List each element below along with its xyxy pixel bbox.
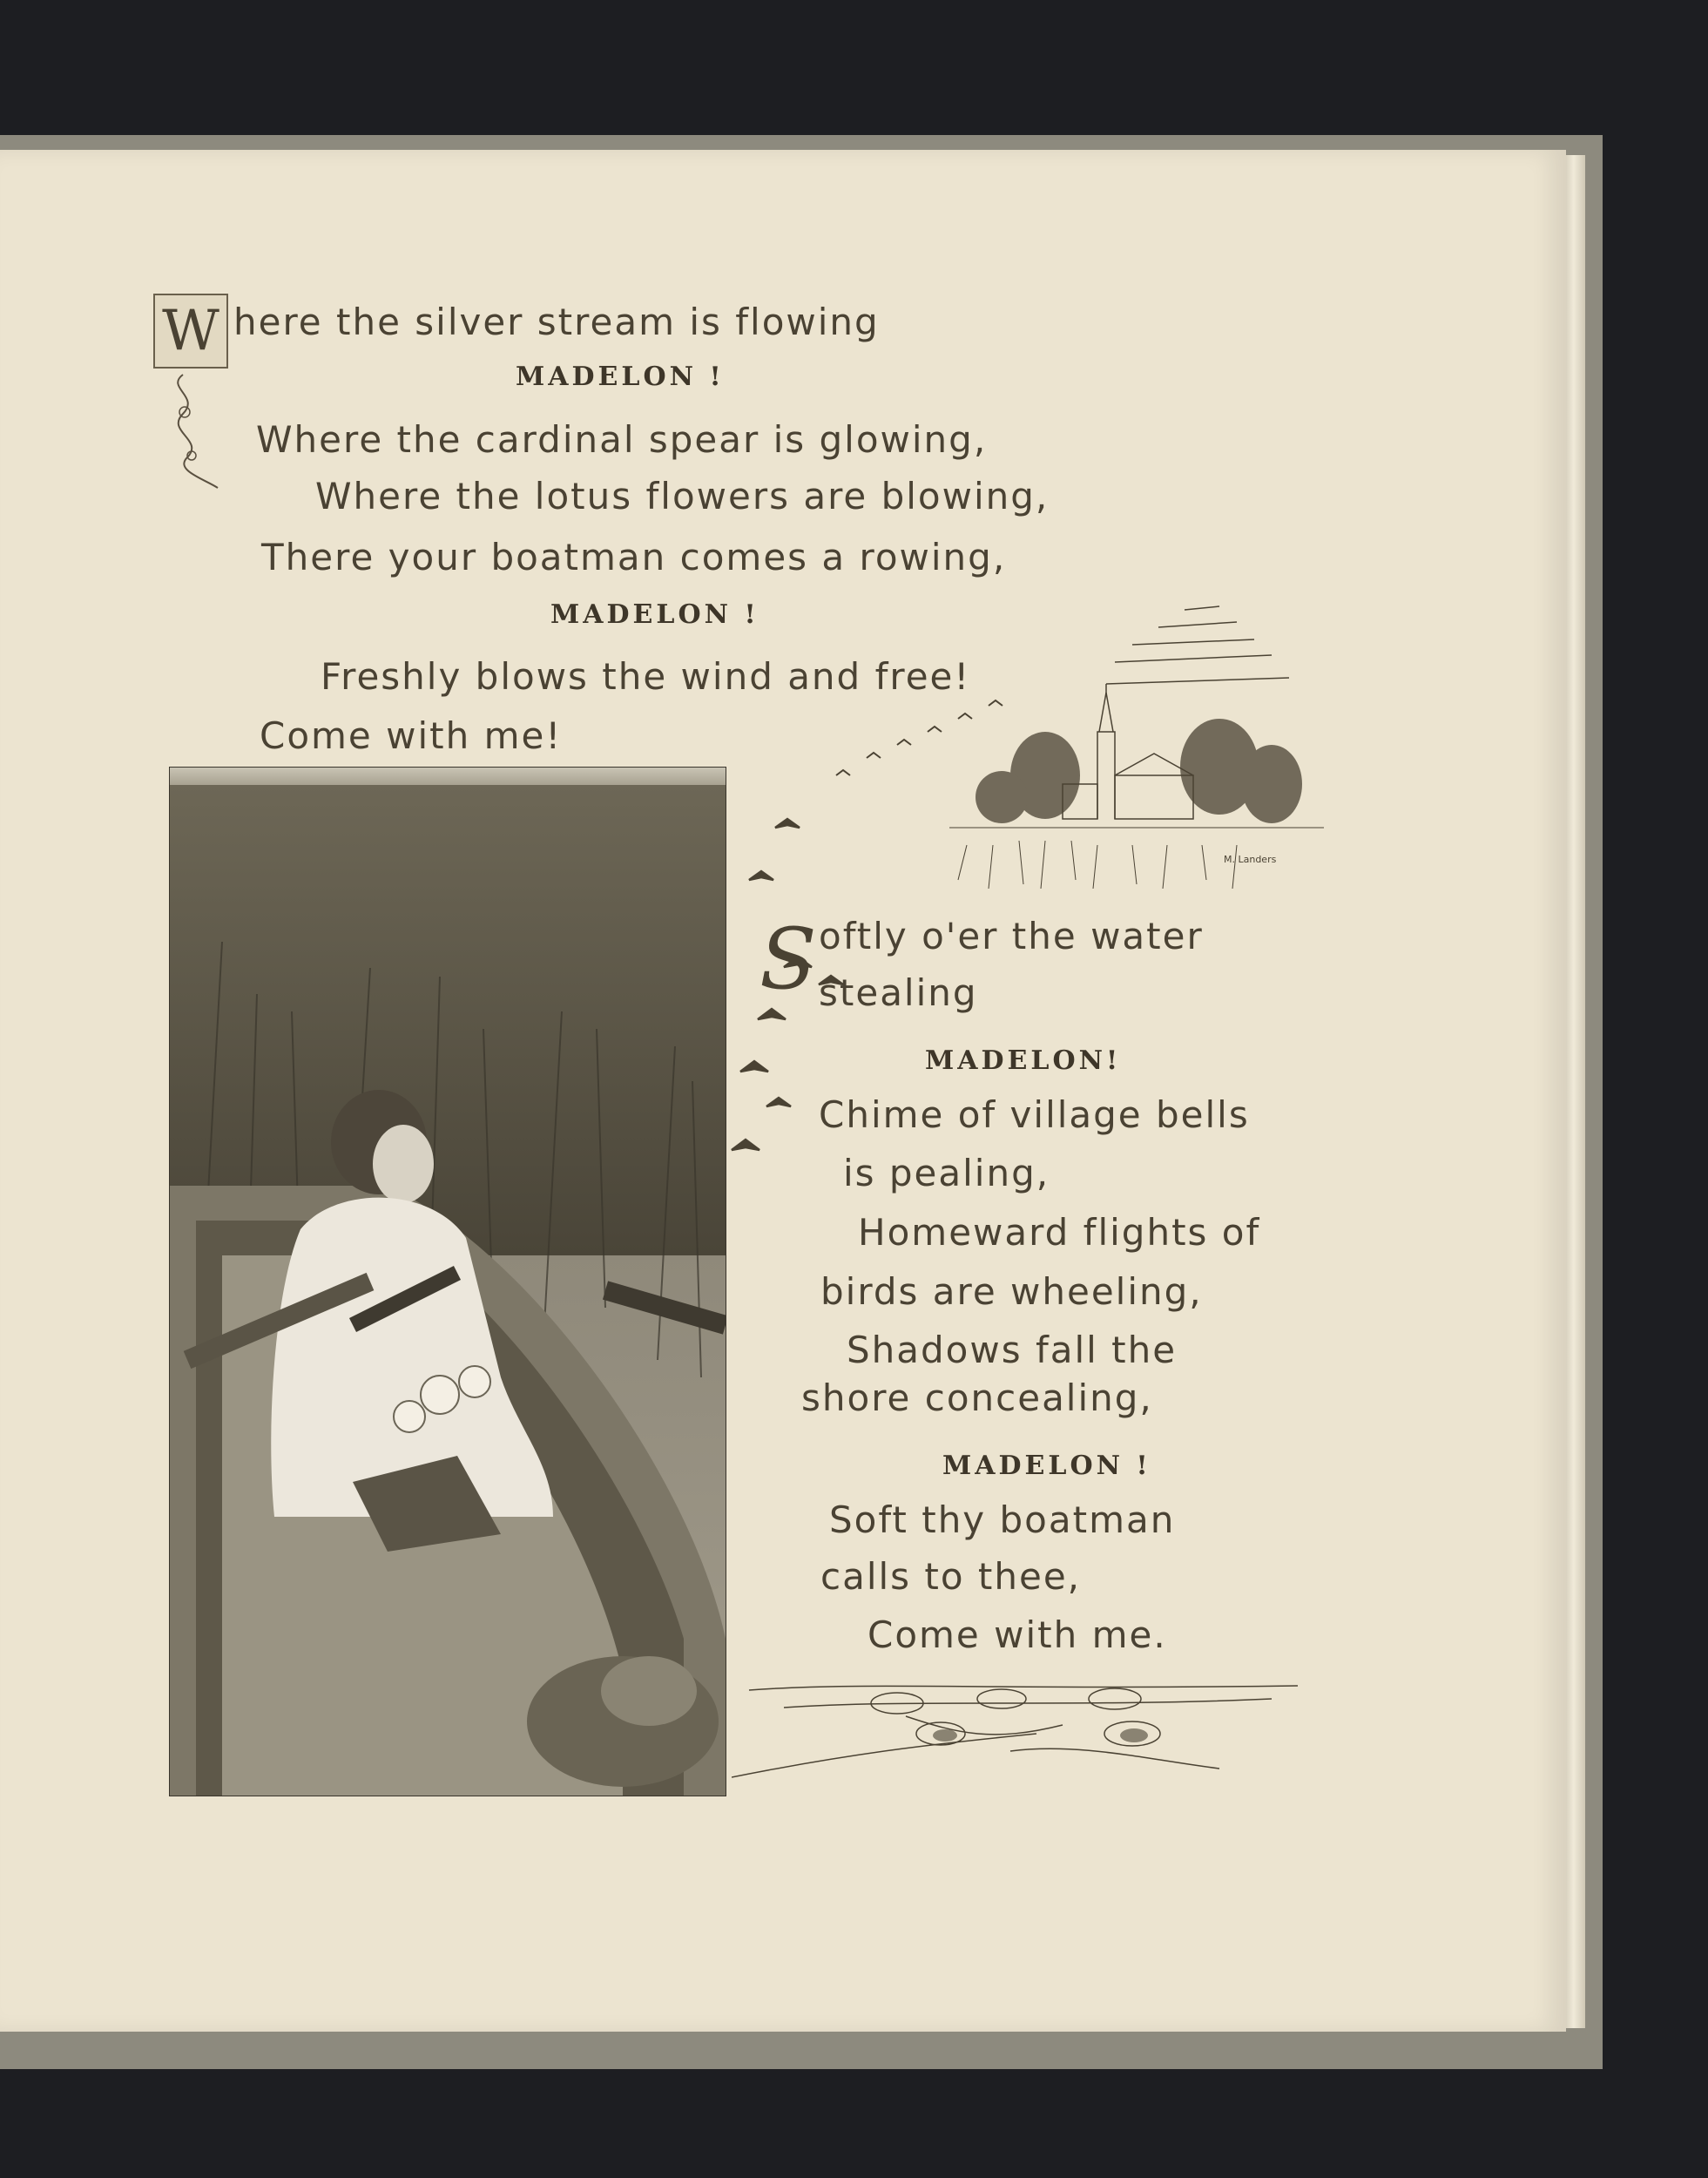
poem-line: There your boatman comes a rowing, (261, 536, 1007, 578)
poem-line: calls to thee, (820, 1555, 1082, 1598)
refrain-madelon: MADELON ! (516, 362, 725, 392)
refrain-madelon: MADELON! (925, 1045, 1122, 1076)
poem-line: Freshly blows the wind and free! (321, 655, 971, 698)
artist-signature: M. Landers (1224, 854, 1277, 865)
initial-flourish (157, 370, 226, 492)
poem-line: shore concealing, (801, 1376, 1153, 1419)
poem-line: Homeward flights of (858, 1211, 1261, 1254)
poem-line: Where the cardinal spear is glowing, (256, 418, 988, 461)
refrain-madelon: MADELON ! (942, 1451, 1151, 1481)
lily-pads-sketch (732, 1638, 1306, 1795)
poem-line: birds are wheeling, (820, 1270, 1203, 1313)
poem-line: is pealing, (843, 1152, 1050, 1194)
poem-line: here the silver stream is flowing (233, 301, 880, 343)
poem-line: Chime of village bells (819, 1093, 1250, 1136)
poem-line: Shadows fall the (847, 1329, 1178, 1371)
decorated-initial-s: S (759, 910, 817, 1008)
refrain-madelon: MADELON ! (550, 599, 759, 630)
poem-line: Come with me. (868, 1613, 1167, 1656)
poem-line: Come with me! (260, 714, 563, 757)
poem-line: stealing (819, 971, 978, 1014)
poem-line: oftly o'er the water (819, 915, 1204, 957)
poem-line: Where the lotus flowers are blowing, (315, 475, 1050, 517)
illuminated-initial-w: W (153, 294, 228, 369)
page-edges (1566, 155, 1585, 2028)
poem-line: Soft thy boatman (829, 1498, 1176, 1541)
photo-woman-in-rowboat (169, 767, 726, 1796)
